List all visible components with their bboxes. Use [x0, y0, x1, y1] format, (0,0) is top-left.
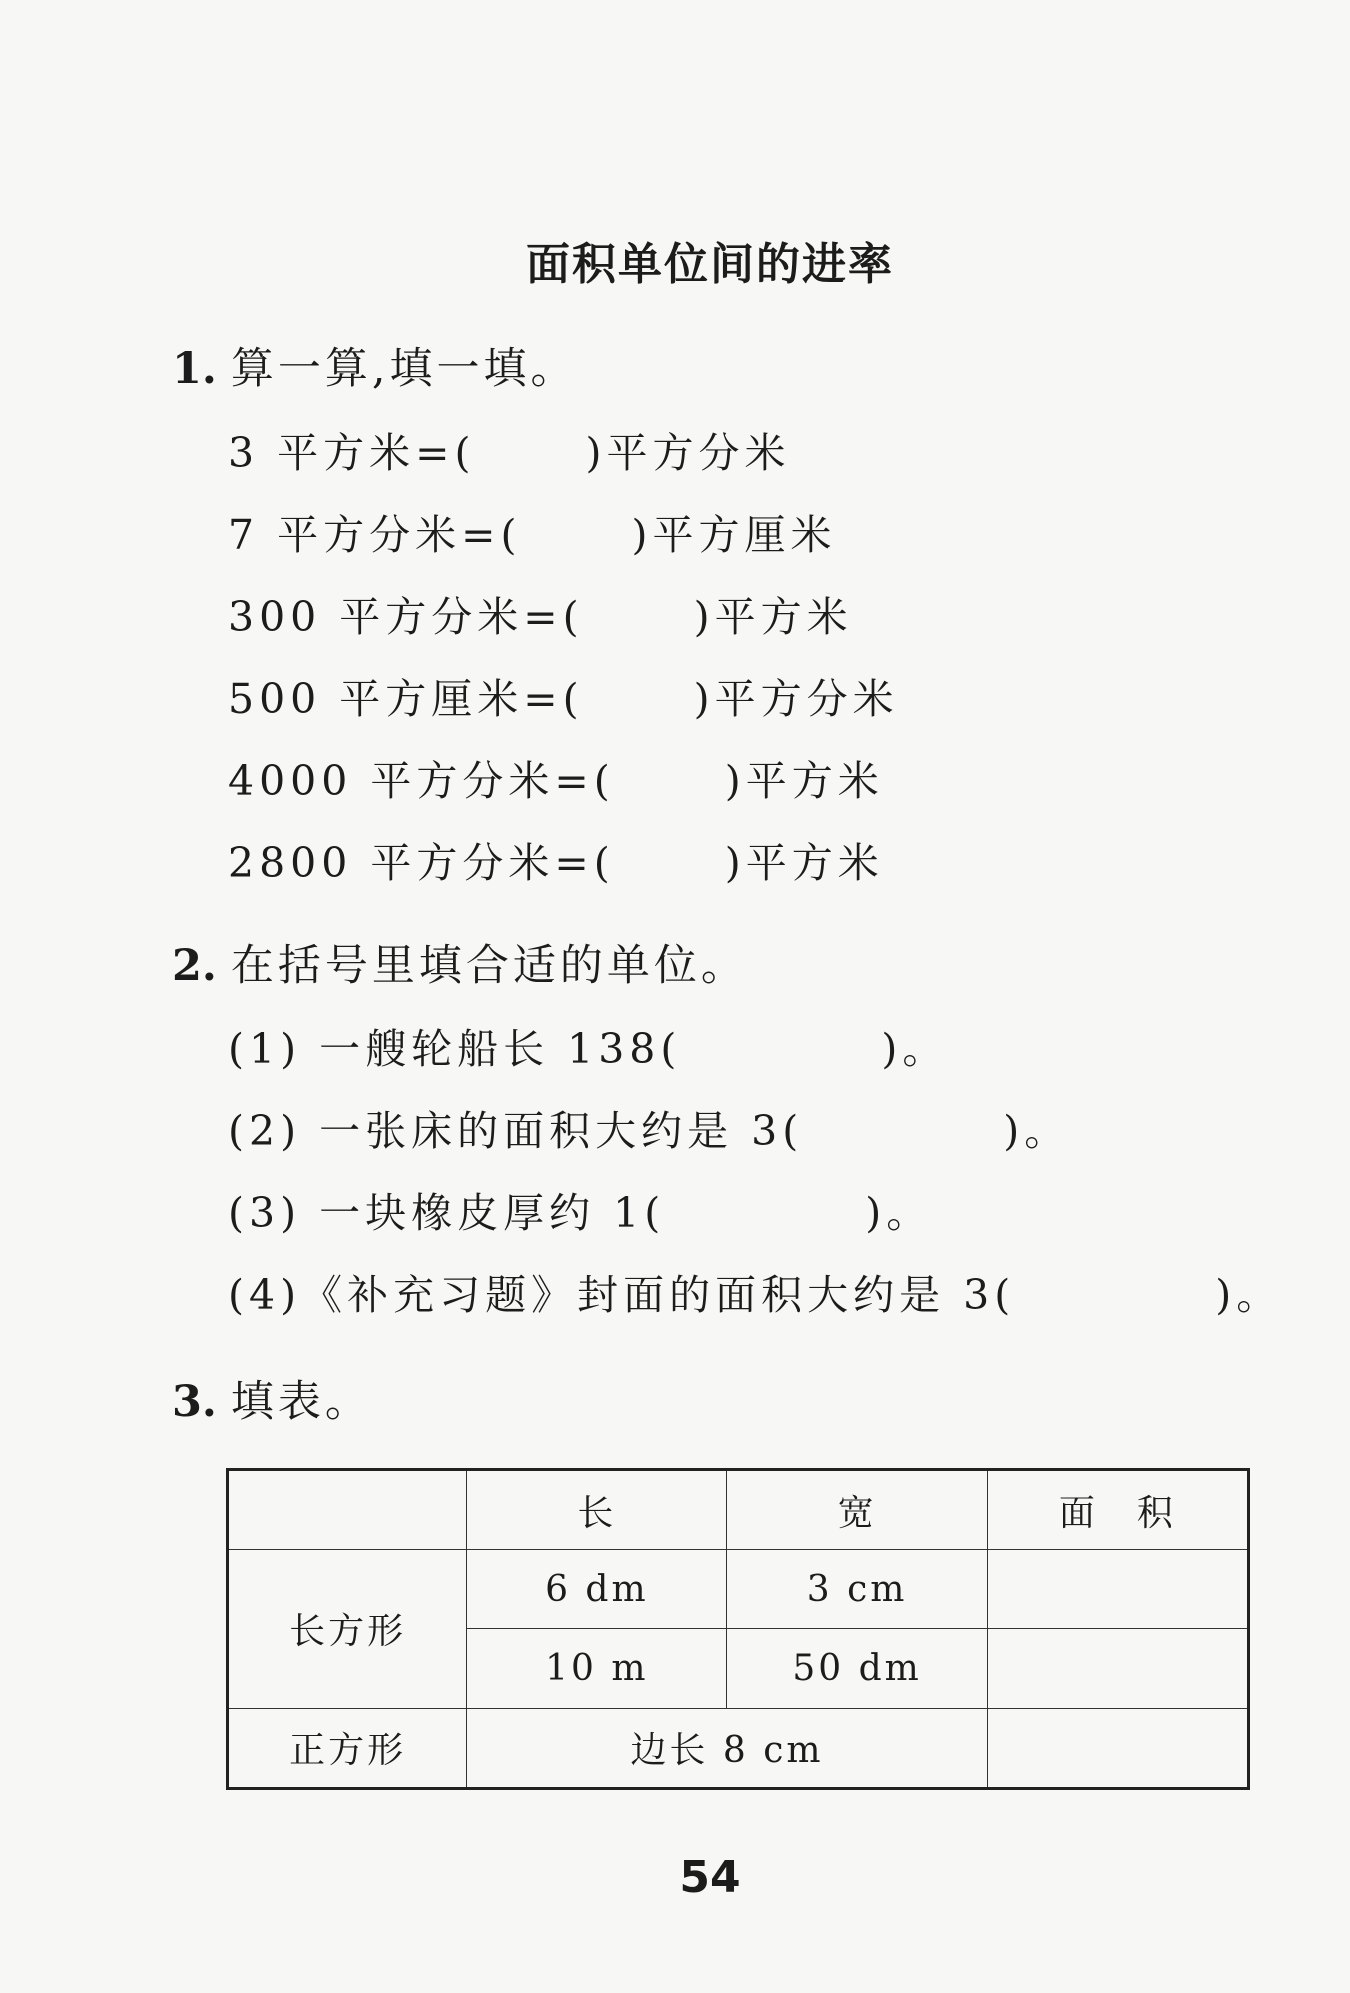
table-header-width: 宽 [727, 1470, 987, 1550]
question-2-number: 2. [172, 941, 217, 991]
q1-line-6-right: )平方米 [724, 839, 884, 887]
table-row [228, 1708, 1249, 1788]
q2-line-2 [228, 1098, 1070, 1157]
table-header-area: 面 积 [987, 1470, 1248, 1550]
table-header-row [228, 1470, 1249, 1550]
q2-line-4-left: (4)《补充习题》封面的面积大约是 3( [228, 1271, 1016, 1319]
question-3-prompt: 填表。 [230, 1377, 372, 1427]
q1-line-6 [228, 830, 884, 889]
rect-2-area-cell[interactable] [987, 1629, 1248, 1708]
q1-line-5-right: )平方米 [724, 757, 884, 805]
rect-2-length: 10 m [467, 1629, 727, 1708]
q1-line-1-left: 3 平方米=( [228, 429, 476, 477]
q1-line-2 [228, 502, 836, 561]
rect-2-width: 50 dm [727, 1629, 987, 1708]
q1-line-4 [228, 666, 899, 725]
square-side: 边长 8 cm [467, 1708, 987, 1788]
rect-1-area-cell[interactable] [987, 1550, 1248, 1629]
rect-1-width: 3 cm [727, 1550, 987, 1629]
page-title: 面积单位间的进率 [526, 239, 894, 290]
q1-line-5 [228, 748, 884, 807]
q2-line-2-left: (2) 一张床的面积大约是 3( [228, 1107, 804, 1155]
page-number: 54 [679, 1852, 741, 1903]
square-label: 正方形 [228, 1708, 467, 1788]
q1-line-1 [228, 420, 790, 479]
rectangle-label: 长方形 [228, 1550, 467, 1708]
q2-line-4 [228, 1262, 1282, 1321]
q2-line-1-left: (1) 一艘轮船长 138( [228, 1025, 682, 1073]
table-row [228, 1550, 1249, 1629]
question-1-heading [172, 335, 578, 396]
q2-line-3 [228, 1180, 932, 1239]
q2-line-3-right: )。 [865, 1189, 933, 1237]
q1-line-2-right: )平方厘米 [631, 511, 837, 559]
q2-line-4-right: )。 [1215, 1271, 1283, 1319]
q2-line-1 [228, 1016, 948, 1075]
square-area-cell[interactable] [987, 1708, 1248, 1788]
q1-line-3-left: 300 平方分米=( [228, 593, 584, 641]
q2-line-2-right: )。 [1003, 1107, 1071, 1155]
question-2-prompt: 在括号里填合适的单位。 [230, 941, 748, 991]
question-3-heading [172, 1368, 372, 1429]
table-header-corner [228, 1470, 467, 1550]
q1-line-5-left: 4000 平方分米=( [228, 757, 615, 805]
question-1-prompt: 算一算,填一填。 [230, 344, 578, 394]
q1-line-6-left: 2800 平方分米=( [228, 839, 615, 887]
question-2-heading [172, 932, 748, 993]
q1-line-4-right: )平方分米 [693, 675, 899, 723]
fill-in-table [226, 1468, 1250, 1790]
question-1-number: 1. [172, 344, 217, 394]
rect-1-length: 6 dm [467, 1550, 727, 1629]
q2-line-1-right: )。 [881, 1025, 949, 1073]
q1-line-2-left: 7 平方分米=( [228, 511, 522, 559]
q2-line-3-left: (3) 一块橡皮厚约 1( [228, 1189, 666, 1237]
q1-line-3-right: )平方米 [693, 593, 853, 641]
question-3-number: 3. [172, 1377, 217, 1427]
q1-line-4-left: 500 平方厘米=( [228, 675, 584, 723]
q1-line-3 [228, 584, 853, 643]
table-header-length: 长 [467, 1470, 727, 1550]
q1-line-1-right: )平方分米 [585, 429, 791, 477]
